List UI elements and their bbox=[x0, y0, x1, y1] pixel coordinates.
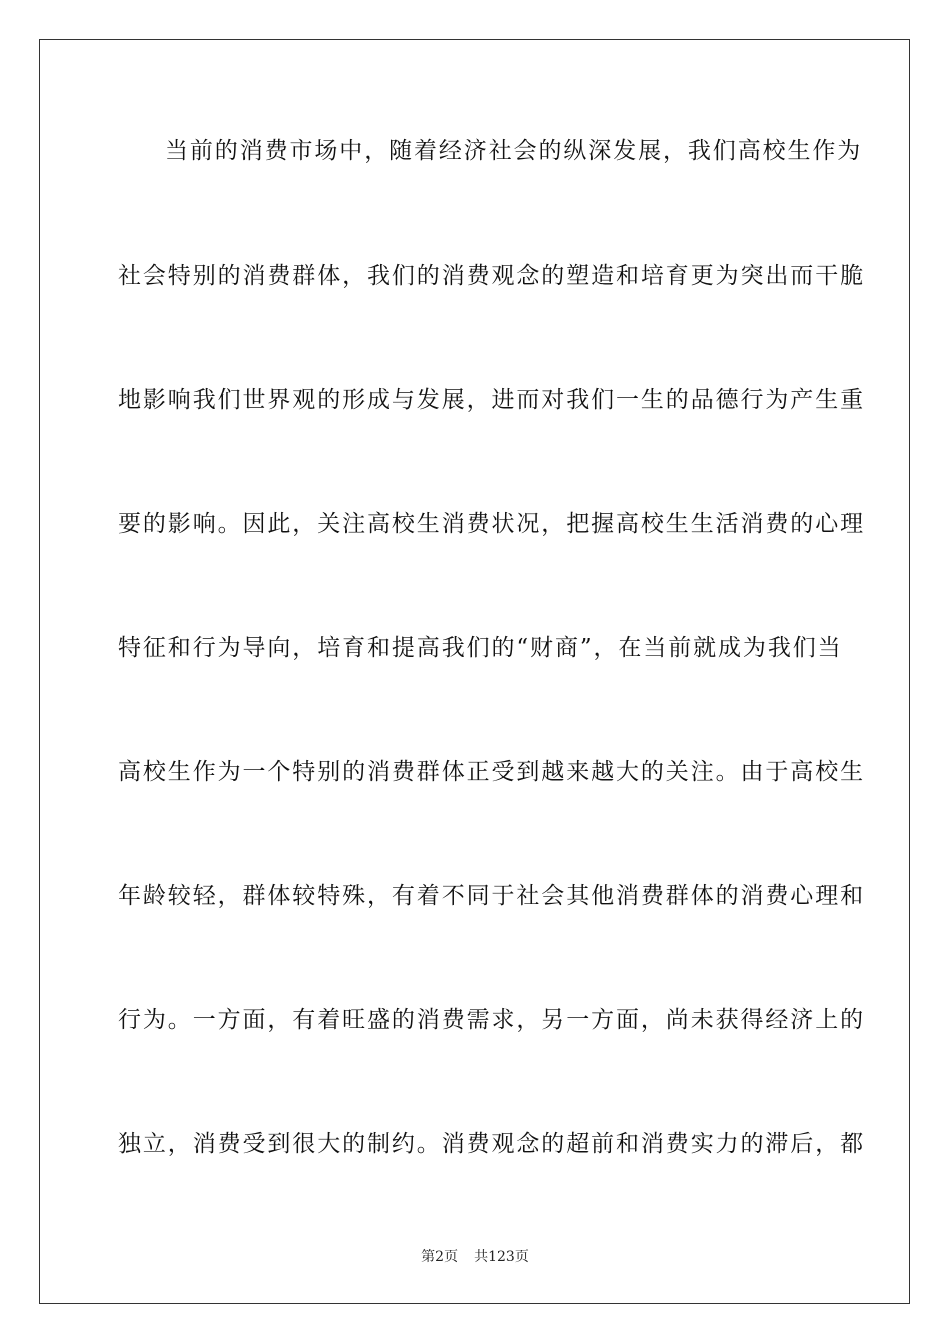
body-text-line: 当前的消费市场中，随着经济社会的纵深发展，我们高校生作为 bbox=[165, 138, 863, 164]
body-text-line: 高校生作为一个特别的消费群体正受到越来越大的关注。由于高校生 bbox=[118, 759, 865, 785]
body-text-line: 年龄较轻，群体较特殊，有着不同于社会其他消费群体的消费心理和 bbox=[118, 883, 865, 909]
page-number: 第2页 bbox=[421, 1249, 459, 1265]
page-total: 共123页 bbox=[474, 1249, 529, 1265]
page-frame bbox=[39, 39, 910, 1304]
body-text-line: 行为。一方面，有着旺盛的消费需求，另一方面，尚未获得经济上的 bbox=[118, 1007, 865, 1033]
body-text-line: 独立，消费受到很大的制约。消费观念的超前和消费实力的滞后，都 bbox=[118, 1131, 865, 1157]
body-text-line: 地影响我们世界观的形成与发展，进而对我们一生的品德行为产生重 bbox=[118, 387, 865, 413]
body-text-line: 社会特别的消费群体，我们的消费观念的塑造和培育更为突出而干脆 bbox=[118, 263, 865, 289]
body-text-line: 要的影响。因此，关注高校生消费状况，把握高校生生活消费的心理 bbox=[118, 511, 865, 537]
page-footer bbox=[0, 1248, 950, 1266]
body-text-line: 特征和行为导向，培育和提高我们的“财商”，在当前就成为我们当 bbox=[118, 635, 843, 661]
